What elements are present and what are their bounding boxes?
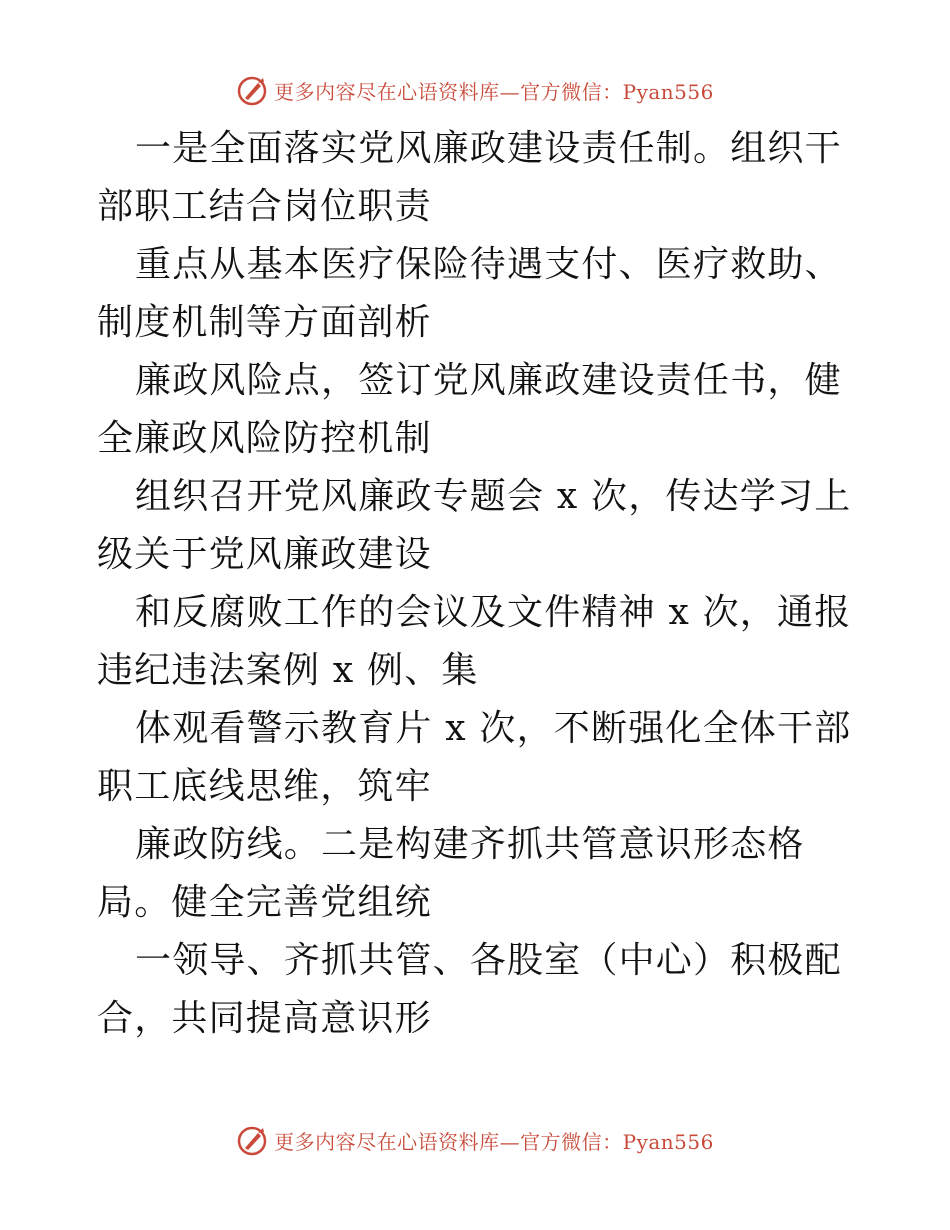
paragraph: 一是全面落实党风廉政建设责任制。组织干部职工结合岗位职责 [97,128,842,227]
paragraph: 廉政防线。二是构建齐抓共管意识形态格局。健全完善党组统 [97,824,805,923]
quill-logo-icon [236,1124,268,1156]
footer-banner [0,1120,950,1160]
paragraph: 体观看警示教育片 x 次，不断强化全体干部职工底线思维，筑牢 [97,708,852,807]
paragraph: 组织召开党风廉政专题会 x 次，传达学习上级关于党风廉政建设 [97,476,852,575]
paragraph: 和反腐败工作的会议及文件精神 x 次，通报违纪违法案例 x 例、集 [97,592,852,691]
paragraph: 廉政风险点，签订党风廉政建设责任书，健全廉政风险防控机制 [97,360,842,459]
quill-logo-icon [236,74,268,106]
footer-banner-text: 更多内容尽在心语资料库—官方微信：Pyan556 [274,1129,714,1154]
header-banner [0,70,950,110]
footer-banner-inner [236,1124,714,1156]
header-banner-inner [236,74,714,106]
paragraph: 重点从基本医疗保险待遇支付、医疗救助、制度机制等方面剖析 [97,244,842,343]
document-body [97,120,857,1048]
paragraph: 一领导、齐抓共管、各股室（中心）积极配合，共同提高意识形 [97,940,842,1039]
header-banner-text: 更多内容尽在心语资料库—官方微信：Pyan556 [274,79,714,104]
